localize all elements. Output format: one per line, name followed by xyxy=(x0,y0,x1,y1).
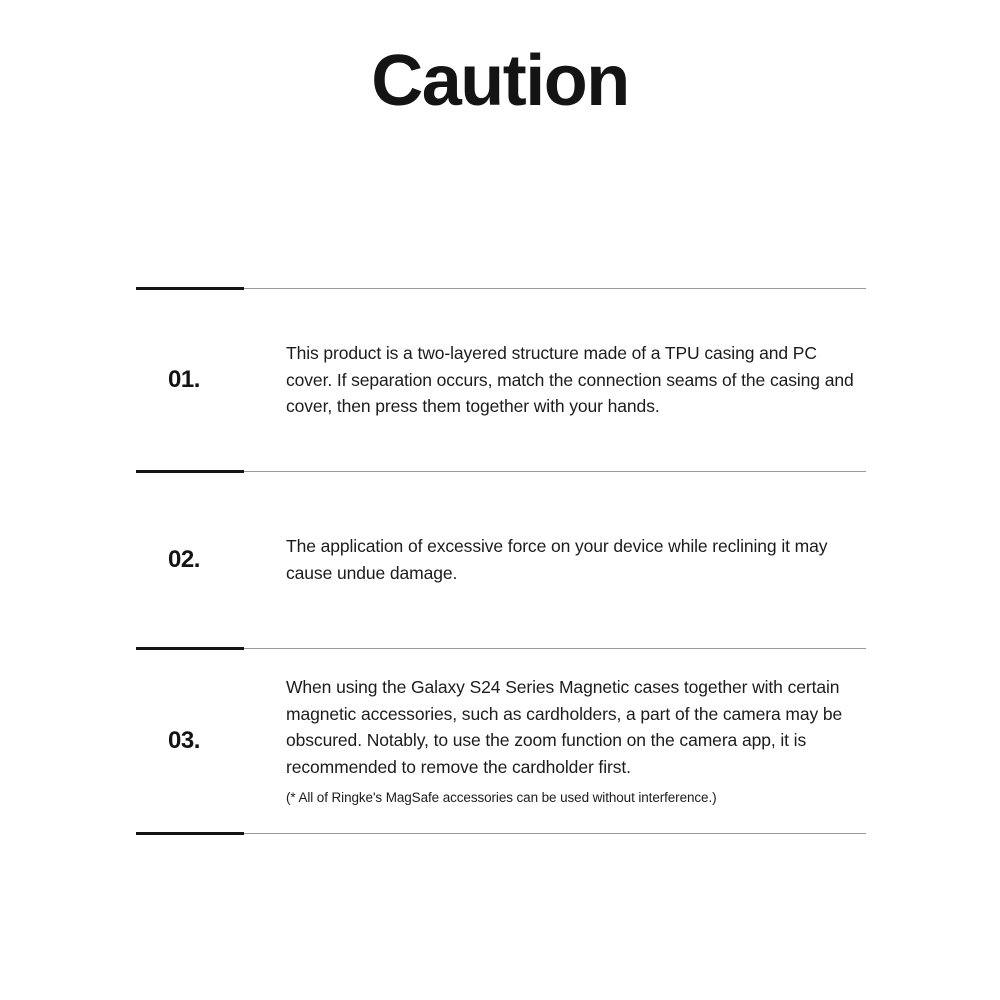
list-item-number: 03. xyxy=(168,727,200,754)
page-title: Caution xyxy=(371,41,629,121)
list-item-body xyxy=(286,340,866,420)
divider-after-item-02 xyxy=(136,648,866,649)
list-item-note: (* All of Ringke's MagSafe accessories can be used without interference.) xyxy=(286,789,717,805)
list-item-body xyxy=(286,533,866,586)
list-item xyxy=(136,649,866,833)
divider-after-item-01 xyxy=(136,471,866,472)
list-item-body xyxy=(286,674,866,808)
divider-bottom xyxy=(136,833,866,834)
caution-list xyxy=(136,288,866,834)
divider-top xyxy=(136,288,866,289)
list-item xyxy=(136,472,866,648)
list-item-text: This product is a two-layered structure made of a TPU casing and PC cover. If separation occurs, match the connection seams of the casing and cover, then press them together with your hands. xyxy=(286,343,854,417)
list-item-text: The application of excessive force on your device while reclining it may cause undue damage. xyxy=(286,536,828,583)
list-item-text: When using the Galaxy S24 Series Magnetic cases together with certain magnetic accessories, such as cardholders, a part of the camera may be obscured. Notably, to use the zoom function on the camera app, it is recommended to remove the cardholder first. xyxy=(286,677,843,777)
list-item-number: 02. xyxy=(168,546,200,573)
list-item xyxy=(136,289,866,471)
list-item-number: 01. xyxy=(168,366,200,393)
